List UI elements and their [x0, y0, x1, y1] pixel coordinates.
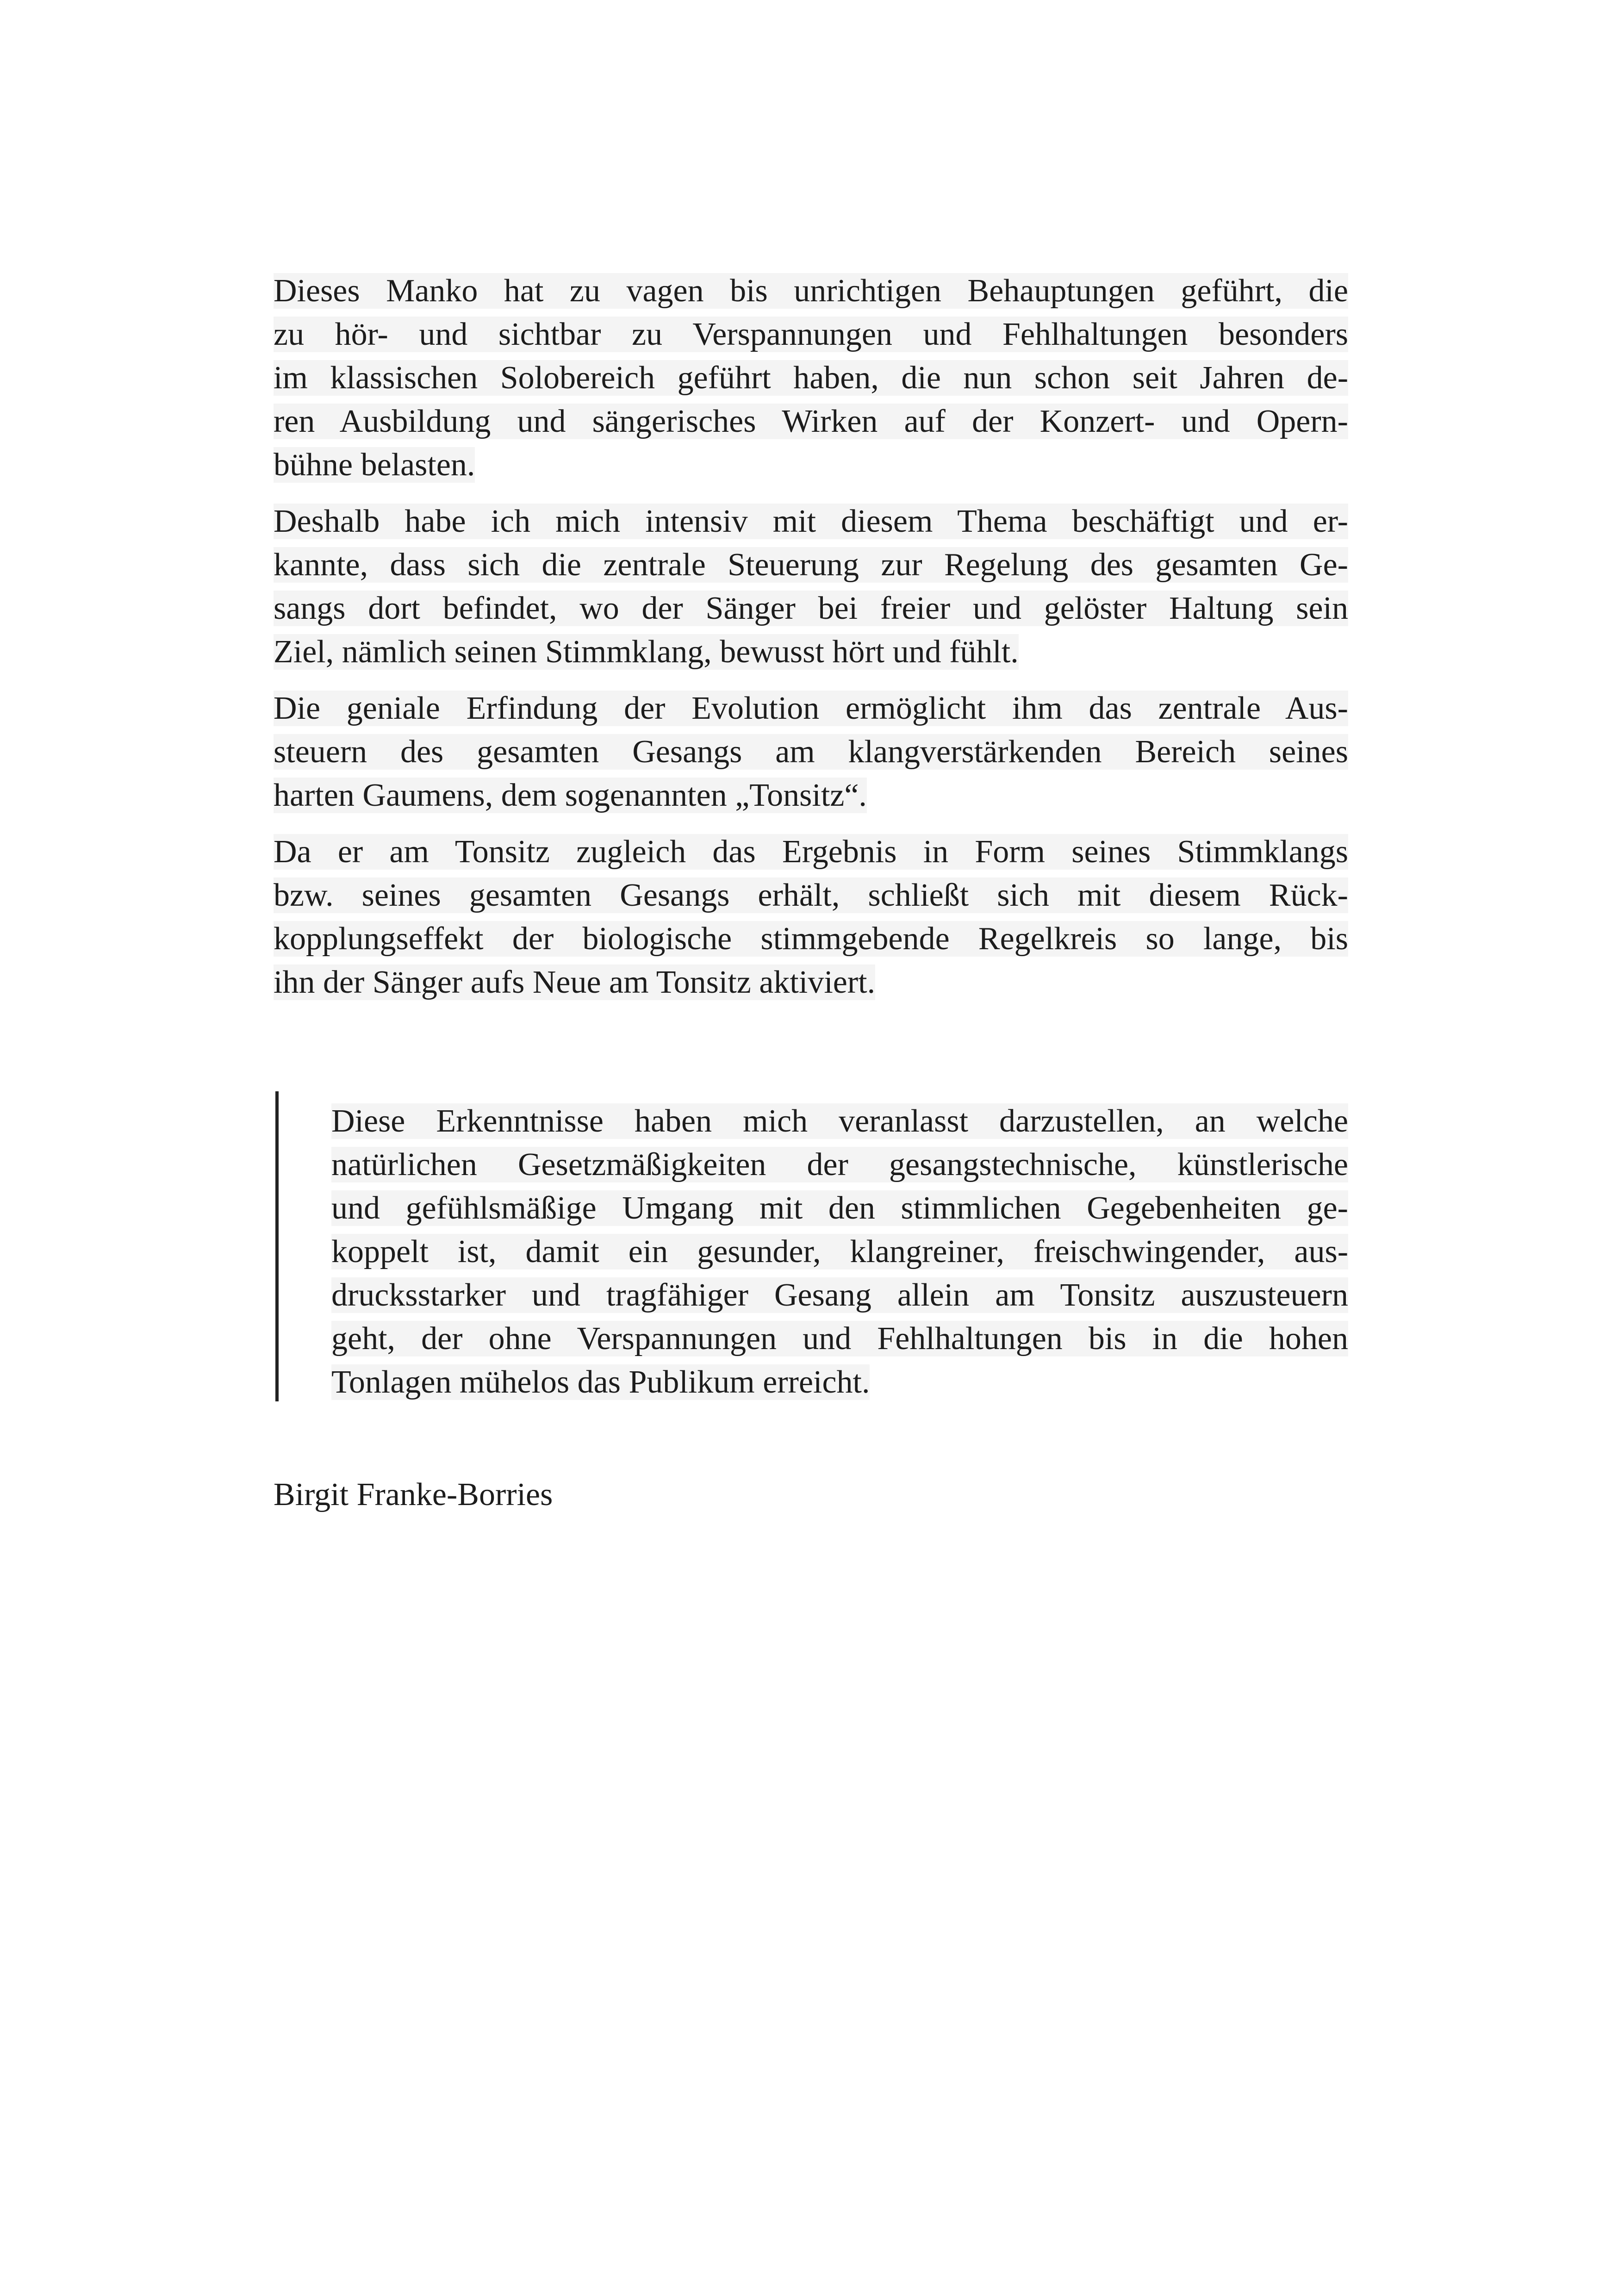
text-line: bühne belasten. [274, 447, 475, 483]
text-line: Da er am Tonsitz zugleich das Ergebnis in Form seines Stimmklangs [274, 834, 1348, 870]
text-line: steuern des gesamten Gesangs am klangverstärkenden Bereich seines [274, 734, 1348, 770]
quote-line: drucksstarker und tragfähiger Gesang allein am Tonsitz auszusteuern [331, 1277, 1348, 1313]
quote-line: geht, der ohne Verspannungen und Fehlhaltungen bis in die hohen [331, 1321, 1348, 1356]
quote-text [331, 1100, 1348, 1404]
text-line: Die geniale Erfindung der Evolution ermöglicht ihm das zentrale Aus- [274, 691, 1348, 726]
text-line: kannte, dass sich die zentrale Steuerung zur Regelung des gesamten Ge- [274, 547, 1348, 583]
text-line: Deshalb habe ich mich intensiv mit diesem Thema beschäftigt und er- [274, 504, 1348, 539]
quote-line: natürlichen Gesetzmäßigkeiten der gesangstechnische, künstlerische [331, 1147, 1348, 1182]
quote-line: Diese Erkenntnisse haben mich veranlasst darzustellen, an welche [331, 1103, 1348, 1139]
text-line: Dieses Manko hat zu vagen bis unrichtigen Behauptungen geführt, die [274, 273, 1348, 309]
text-line: Ziel, nämlich seinen Stimmklang, bewusst hört und fühlt. [274, 634, 1019, 670]
block-quote [274, 1091, 1348, 1401]
text-line: bzw. seines gesamten Gesangs erhält, schließt sich mit diesem Rück- [274, 877, 1348, 913]
author-signature: Birgit Franke-Borries [274, 1477, 553, 1512]
text-line: kopplungseffekt der biologische stimmgebende Regelkreis so lange, bis [274, 921, 1348, 957]
text-line: ren Ausbildung und sängerisches Wirken auf der Konzert- und Opern- [274, 404, 1348, 439]
quote-line: koppelt ist, damit ein gesunder, klangreiner, freischwingender, aus- [331, 1234, 1348, 1269]
quote-line: Tonlagen mühelos das Publikum erreicht. [331, 1364, 870, 1400]
paragraph-1 [274, 269, 1348, 487]
text-line: sangs dort befindet, wo der Sänger bei freier und gelöster Haltung sein [274, 591, 1348, 626]
quote-line: und gefühlsmäßige Umgang mit den stimmlichen Gegebenheiten ge- [331, 1190, 1348, 1226]
text-line: im klassischen Solobereich geführt haben, die nun schon seit Jahren de- [274, 360, 1348, 396]
paragraph-4 [274, 830, 1348, 1004]
text-line: ihn der Sänger aufs Neue am Tonsitz aktiviert. [274, 964, 876, 1000]
body-text [274, 269, 1348, 1017]
paragraph-3 [274, 687, 1348, 817]
text-line: harten Gaumens, dem sogenannten „Tonsitz“. [274, 778, 867, 813]
quote-bar [275, 1091, 279, 1401]
text-line: zu hör- und sichtbar zu Verspannungen und Fehlhaltungen besonders [274, 317, 1348, 352]
paragraph-2 [274, 500, 1348, 674]
